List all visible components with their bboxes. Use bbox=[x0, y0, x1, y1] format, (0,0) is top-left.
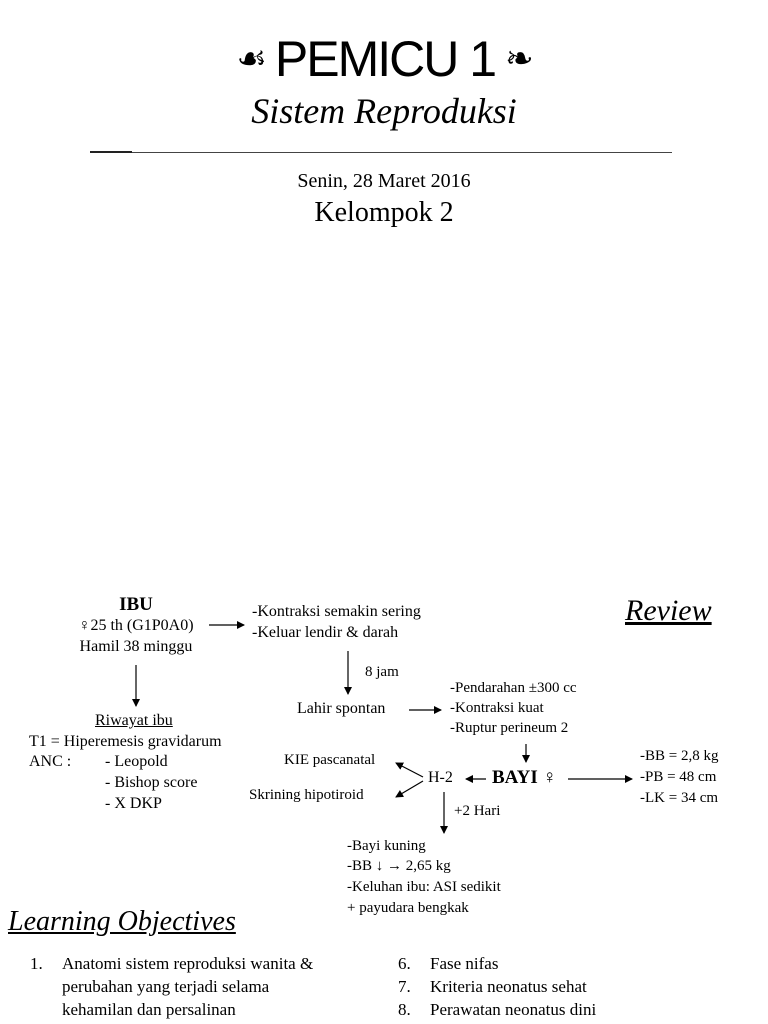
ibu-info: ♀25 th (G1P0A0) bbox=[78, 617, 194, 634]
lo-number: 7. bbox=[398, 977, 411, 996]
ibu-pregnancy: Hamil 38 minggu bbox=[79, 638, 193, 655]
duration-label: 8 jam bbox=[365, 664, 399, 680]
history-heading: Riwayat ibu bbox=[95, 712, 173, 729]
arrow-h2-to-screening bbox=[396, 781, 423, 797]
followup-finding: -Keluhan ibu: ASI sedikit bbox=[347, 879, 501, 895]
ornament-right-icon: ❧ bbox=[505, 38, 532, 79]
arrow-h2-to-kie bbox=[396, 763, 423, 777]
page-title bbox=[0, 30, 768, 88]
anc-item: - X DKP bbox=[105, 795, 162, 812]
anc-item: - Bishop score bbox=[105, 774, 198, 791]
lo-number: 1. bbox=[30, 954, 43, 973]
learning-objectives-heading: Learning Objectives bbox=[8, 906, 236, 937]
screening-label: Skrining hipotiroid bbox=[249, 787, 364, 803]
kie-label: KIE pascanatal bbox=[284, 752, 376, 768]
page-subtitle: Sistem Reproduksi bbox=[251, 91, 517, 131]
lo-text: perubahan yang terjadi selama bbox=[62, 977, 270, 996]
baby-measure: -BB = 2,8 kg bbox=[640, 748, 719, 764]
lo-text: Fase nifas bbox=[430, 954, 499, 973]
baby-measure: -LK = 34 cm bbox=[640, 790, 719, 806]
followup-finding: -BB ↓ → 2,65 kg bbox=[347, 858, 451, 874]
divider bbox=[90, 152, 672, 153]
lo-text: Kriteria neonatus sehat bbox=[430, 977, 587, 996]
lo-number: 8. bbox=[398, 1000, 411, 1019]
divider-accent bbox=[90, 151, 132, 153]
birth-label: Lahir spontan bbox=[297, 700, 386, 717]
contraction-item: -Kontraksi semakin sering bbox=[252, 603, 421, 620]
followup-finding: + payudara bengkak bbox=[347, 900, 469, 916]
title-text: PEMICU 1 bbox=[274, 31, 496, 87]
history-anc-label: ANC : bbox=[29, 753, 72, 770]
followup-days: +2 Hari bbox=[454, 803, 501, 819]
lo-text: Anatomi sistem reproduksi wanita & bbox=[62, 954, 314, 973]
lo-text: kehamilan dan persalinan bbox=[62, 1000, 236, 1019]
baby-measure: -PB = 48 cm bbox=[640, 769, 717, 785]
birth-finding: -Ruptur perineum 2 bbox=[450, 720, 569, 736]
followup-finding: -Bayi kuning bbox=[347, 838, 426, 854]
h2-label: H-2 bbox=[428, 769, 453, 786]
lo-number: 6. bbox=[398, 954, 411, 973]
date-text: Senin, 28 Maret 2016 bbox=[297, 170, 471, 192]
baby-label: BAYI ♀ bbox=[492, 767, 557, 788]
ibu-heading: IBU bbox=[119, 594, 153, 615]
anc-item: - Leopold bbox=[105, 753, 168, 770]
ornament-left-icon: ☙ bbox=[236, 38, 265, 79]
review-heading: Review bbox=[625, 594, 712, 627]
birth-finding: -Kontraksi kuat bbox=[450, 700, 544, 716]
contraction-item: -Keluar lendir & darah bbox=[252, 624, 399, 641]
group-text: Kelompok 2 bbox=[314, 197, 454, 228]
lo-text: Perawatan neonatus dini bbox=[430, 1000, 597, 1019]
birth-finding: -Pendarahan ±300 cc bbox=[450, 680, 577, 696]
history-t1: T1 = Hiperemesis gravidarum bbox=[29, 733, 222, 750]
